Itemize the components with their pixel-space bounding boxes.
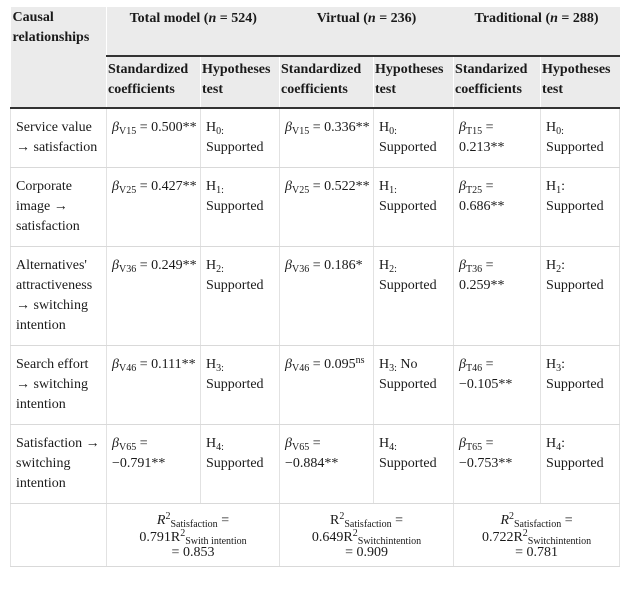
hypothesis-letter: H bbox=[379, 120, 390, 135]
switch-subscript: Switchintention bbox=[527, 536, 592, 547]
hypothesis-cell bbox=[201, 108, 280, 168]
hypothesis-cell bbox=[201, 346, 280, 425]
hypothesis-cell bbox=[374, 168, 454, 247]
hypothesis-letter: H bbox=[206, 258, 217, 273]
beta-symbol: β bbox=[459, 357, 467, 372]
hypothesis-result: Supported bbox=[379, 199, 437, 214]
hypothesis-number: 3: bbox=[216, 363, 224, 374]
beta-subscript: T36 bbox=[466, 264, 483, 275]
relationship-cell: Search effort → switching intention bbox=[11, 346, 107, 425]
hypothesis-result: : Supported bbox=[546, 258, 604, 293]
switch-r2-value: = 0.853 bbox=[171, 545, 215, 560]
coefficient-cell bbox=[107, 346, 201, 425]
hypothesis-result: Supported bbox=[206, 456, 264, 471]
beta-symbol: β bbox=[112, 120, 119, 135]
switch-r2-value: = 0.909 bbox=[345, 545, 388, 560]
relationship-cell: Service value → satisfaction bbox=[11, 108, 107, 168]
beta-subscript: V65 bbox=[292, 442, 310, 453]
hypothesis-cell bbox=[201, 425, 280, 504]
coefficient-cell bbox=[107, 425, 201, 504]
hypothesis-letter: H bbox=[379, 357, 390, 372]
hypothesis-cell bbox=[374, 346, 454, 425]
relationship-cell: Alternatives' attractiveness → switching intention bbox=[11, 247, 107, 346]
hypothesis-number: 4: bbox=[389, 442, 397, 453]
hypothesis-cell bbox=[201, 168, 280, 247]
hypothesis-result: Supported bbox=[206, 199, 264, 214]
subheader-coefficients: Standardized coefficients bbox=[107, 56, 201, 108]
table-row bbox=[11, 425, 620, 504]
coefficient-value: = 0.522** bbox=[309, 179, 370, 194]
coefficient-value: = 0.427** bbox=[136, 179, 197, 194]
group-header-virtual: Virtual (n = 236) bbox=[280, 7, 454, 56]
hypothesis-cell bbox=[374, 108, 454, 168]
coefficient-value: = 0.186* bbox=[309, 258, 363, 273]
beta-symbol: β bbox=[285, 258, 292, 273]
beta-subscript: T25 bbox=[466, 185, 483, 196]
coefficient-cell bbox=[280, 425, 374, 504]
hypothesis-result: Supported bbox=[379, 278, 437, 293]
relationship-cell: Corporate image → satisfaction bbox=[11, 168, 107, 247]
beta-subscript: V36 bbox=[292, 264, 310, 275]
hypothesis-number: 1 bbox=[556, 185, 562, 196]
beta-symbol: β bbox=[112, 357, 119, 372]
beta-symbol: β bbox=[112, 179, 119, 194]
hypothesis-result: Supported bbox=[379, 456, 437, 471]
hypothesis-number: 1: bbox=[216, 185, 224, 196]
subheader-hypotheses: Hypotheses test bbox=[374, 56, 454, 108]
coefficient-cell bbox=[454, 425, 541, 504]
coefficient-value: = −0.884** bbox=[285, 436, 339, 471]
coefficient-value: = −0.105** bbox=[459, 357, 513, 392]
r-squared-cell: $R^2_{Satisfaction}$ = $0.791R^2_{Swith intention}$ = 0.853 bbox=[107, 504, 280, 567]
hypothesis-number: 0: bbox=[216, 126, 224, 137]
coefficient-value: = 0.686** bbox=[459, 179, 505, 214]
table-row bbox=[11, 168, 620, 247]
coefficient-cell bbox=[280, 168, 374, 247]
coefficient-cell bbox=[107, 247, 201, 346]
hypothesis-result: Supported bbox=[206, 278, 264, 293]
hypothesis-result: Supported bbox=[546, 140, 604, 155]
coefficient-cell bbox=[107, 108, 201, 168]
hypothesis-number: 2: bbox=[216, 264, 224, 275]
subheader-hypotheses: Hypotheses test bbox=[541, 56, 620, 108]
beta-subscript: V15 bbox=[118, 126, 137, 137]
beta-subscript: T15 bbox=[466, 126, 483, 137]
satisfaction-subscript: Satisfaction bbox=[344, 519, 392, 530]
r-squared-cell: $R^2_{Satisfaction}$ = $0.649R^2_{Switchintention}$ = 0.909 bbox=[280, 504, 454, 567]
table-row bbox=[11, 346, 620, 425]
hypothesis-letter: H bbox=[379, 436, 390, 451]
beta-subscript: V15 bbox=[292, 126, 310, 137]
beta-subscript: T65 bbox=[466, 442, 483, 453]
hypothesis-letter: H bbox=[206, 120, 217, 135]
coefficient-value: = −0.753** bbox=[459, 436, 513, 471]
hypothesis-cell bbox=[374, 247, 454, 346]
beta-symbol: β bbox=[459, 258, 467, 273]
hypothesis-number: 4: bbox=[216, 442, 224, 453]
subheader-coefficients: Standardized coefficients bbox=[280, 56, 374, 108]
r-symbol: R bbox=[330, 513, 340, 528]
empty-cell bbox=[11, 504, 107, 567]
beta-subscript: V65 bbox=[118, 442, 137, 453]
table-body bbox=[11, 108, 620, 567]
hypothesis-number: 1: bbox=[389, 185, 397, 196]
beta-symbol: β bbox=[285, 120, 292, 135]
switch-subscript: Swith intention bbox=[185, 536, 247, 547]
hypothesis-number: 3 bbox=[556, 363, 562, 374]
beta-symbol: β bbox=[459, 179, 467, 194]
results-table bbox=[10, 7, 620, 567]
beta-subscript: V25 bbox=[292, 185, 310, 196]
hypothesis-cell bbox=[374, 425, 454, 504]
relationship-cell: Satisfaction → switching intention bbox=[11, 425, 107, 504]
satisfaction-subscript: Satisfaction bbox=[514, 519, 562, 530]
hypothesis-result: Supported bbox=[379, 140, 437, 155]
hypothesis-cell bbox=[541, 425, 620, 504]
hypothesis-letter: H bbox=[546, 120, 557, 135]
hypothesis-result: : Supported bbox=[546, 179, 604, 214]
r-symbol: R bbox=[500, 513, 509, 528]
table-row bbox=[11, 247, 620, 346]
coefficient-value: = 0.336** bbox=[309, 120, 370, 135]
hypothesis-number: 0: bbox=[556, 126, 564, 137]
r-symbol: R bbox=[156, 513, 166, 528]
coefficient-cell bbox=[280, 247, 374, 346]
coefficient-value: = −0.791** bbox=[112, 436, 166, 471]
r-squared-cell: $R^2_{Satisfaction}$ = $0.722R^2_{Switchintention}$ = 0.781 bbox=[454, 504, 620, 567]
hypothesis-result: : Supported bbox=[546, 357, 604, 392]
satisfaction-r2-value: 0.722R bbox=[481, 530, 523, 545]
beta-symbol: β bbox=[112, 436, 119, 451]
coefficient-value: = 0.213** bbox=[459, 120, 505, 155]
hypothesis-letter: H bbox=[379, 179, 390, 194]
beta-symbol: β bbox=[285, 179, 292, 194]
table-row bbox=[11, 108, 620, 168]
hypothesis-cell bbox=[541, 168, 620, 247]
hypothesis-letter: H bbox=[206, 179, 217, 194]
beta-symbol: β bbox=[459, 436, 467, 451]
switch-subscript: Switchintention bbox=[357, 536, 422, 547]
relationships-header: Causal relationships bbox=[11, 7, 107, 108]
switch-r2-value: = 0.781 bbox=[515, 545, 558, 560]
hypothesis-letter: H bbox=[206, 436, 217, 451]
r-squared-row bbox=[11, 504, 620, 567]
beta-subscript: T46 bbox=[466, 363, 483, 374]
group-header-traditional: Traditional (n = 288) bbox=[454, 7, 620, 56]
hypothesis-result: Supported bbox=[206, 377, 264, 392]
coefficient-cell bbox=[280, 108, 374, 168]
beta-symbol: β bbox=[285, 436, 292, 451]
subheader-coefficients: Standarized coefficients bbox=[454, 56, 541, 108]
hypothesis-number: 3: bbox=[389, 363, 397, 374]
hypothesis-cell bbox=[541, 108, 620, 168]
hypothesis-number: 0: bbox=[389, 126, 397, 137]
header-group-row bbox=[11, 7, 620, 56]
hypothesis-cell bbox=[201, 247, 280, 346]
hypothesis-result: : Supported bbox=[546, 436, 604, 471]
beta-subscript: V36 bbox=[118, 264, 137, 275]
hypothesis-number: 2: bbox=[389, 264, 397, 275]
coefficient-value: = 0.249** bbox=[136, 258, 197, 273]
satisfaction-subscript: Satisfaction bbox=[170, 519, 218, 530]
hypothesis-number: 2 bbox=[556, 264, 562, 275]
beta-subscript: V46 bbox=[292, 363, 310, 374]
group-header-total: Total model (n = 524) bbox=[107, 7, 280, 56]
coefficient-cell bbox=[454, 108, 541, 168]
hypothesis-letter: H bbox=[206, 357, 217, 372]
beta-symbol: β bbox=[285, 357, 292, 372]
coefficient-cell bbox=[454, 247, 541, 346]
beta-subscript: V25 bbox=[118, 185, 137, 196]
coefficient-value: = 0.095 bbox=[309, 357, 356, 372]
hypothesis-letter: H bbox=[546, 436, 557, 451]
coefficient-cell bbox=[280, 346, 374, 425]
coefficient-value: = 0.500** bbox=[136, 120, 197, 135]
satisfaction-r2-value: 0.791R bbox=[139, 530, 181, 545]
hypothesis-result: Supported bbox=[206, 140, 264, 155]
hypothesis-letter: H bbox=[546, 179, 557, 194]
coefficient-value: = 0.259** bbox=[459, 258, 505, 293]
coefficient-cell bbox=[454, 168, 541, 247]
hypothesis-number: 4 bbox=[556, 442, 562, 453]
coefficient-cell bbox=[454, 346, 541, 425]
beta-subscript: V46 bbox=[118, 363, 137, 374]
coefficient-cell bbox=[107, 168, 201, 247]
hypothesis-letter: H bbox=[379, 258, 390, 273]
hypothesis-cell bbox=[541, 346, 620, 425]
hypothesis-result: No Supported bbox=[379, 357, 437, 392]
beta-symbol: β bbox=[459, 120, 467, 135]
hypothesis-letter: H bbox=[546, 357, 557, 372]
beta-symbol: β bbox=[112, 258, 119, 273]
hypothesis-cell bbox=[541, 247, 620, 346]
satisfaction-r2-value: 0.649R bbox=[311, 530, 353, 545]
significance-mark: ns bbox=[355, 355, 365, 366]
hypothesis-letter: H bbox=[546, 258, 557, 273]
coefficient-value: = 0.111** bbox=[136, 357, 196, 372]
subheader-hypotheses: Hypotheses test bbox=[201, 56, 280, 108]
